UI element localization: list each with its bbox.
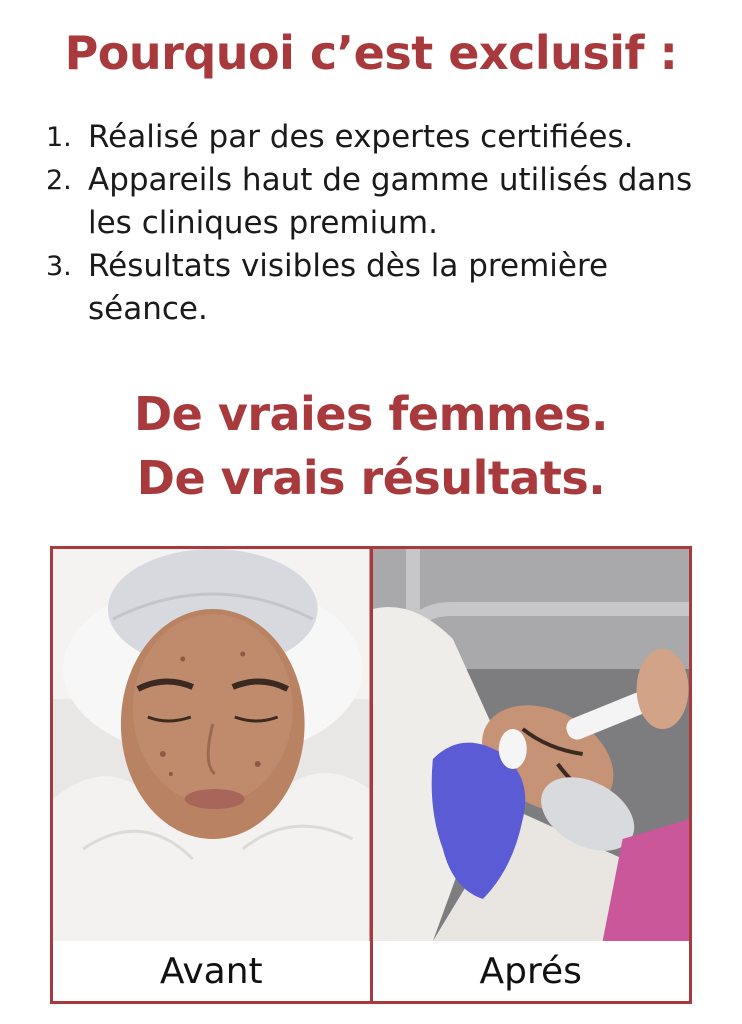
list-item-number: 2. (46, 165, 72, 196)
before-label: Avant (53, 941, 370, 1001)
list-item-number: 3. (46, 251, 72, 282)
list-item (46, 116, 706, 159)
list-item (46, 245, 706, 331)
list-item-text: Appareils haut de gamme utilisés dans les cliniques premium. (88, 162, 693, 241)
before-panel (53, 549, 370, 1001)
before-photo (53, 549, 370, 941)
list-item-number: 1. (46, 122, 72, 153)
after-panel (373, 549, 690, 1001)
reasons-list (46, 116, 706, 331)
list-item-text: Réalisé par des expertes certifiées. (88, 119, 634, 155)
list-item-text: Résultats visibles dès la première séance. (88, 248, 609, 327)
headline-line-2: De vrais résultats. (136, 451, 606, 505)
before-photo-illustration (53, 549, 370, 941)
headline (0, 382, 742, 510)
page-title: Pourquoi c’est exclusif : (64, 26, 678, 80)
after-label: Aprés (373, 941, 690, 1001)
after-photo (373, 549, 690, 941)
list-item (46, 159, 706, 245)
headline-line-1: De vraies femmes. (133, 387, 609, 441)
after-photo-illustration (373, 549, 690, 941)
before-after-comparison (50, 546, 692, 1004)
